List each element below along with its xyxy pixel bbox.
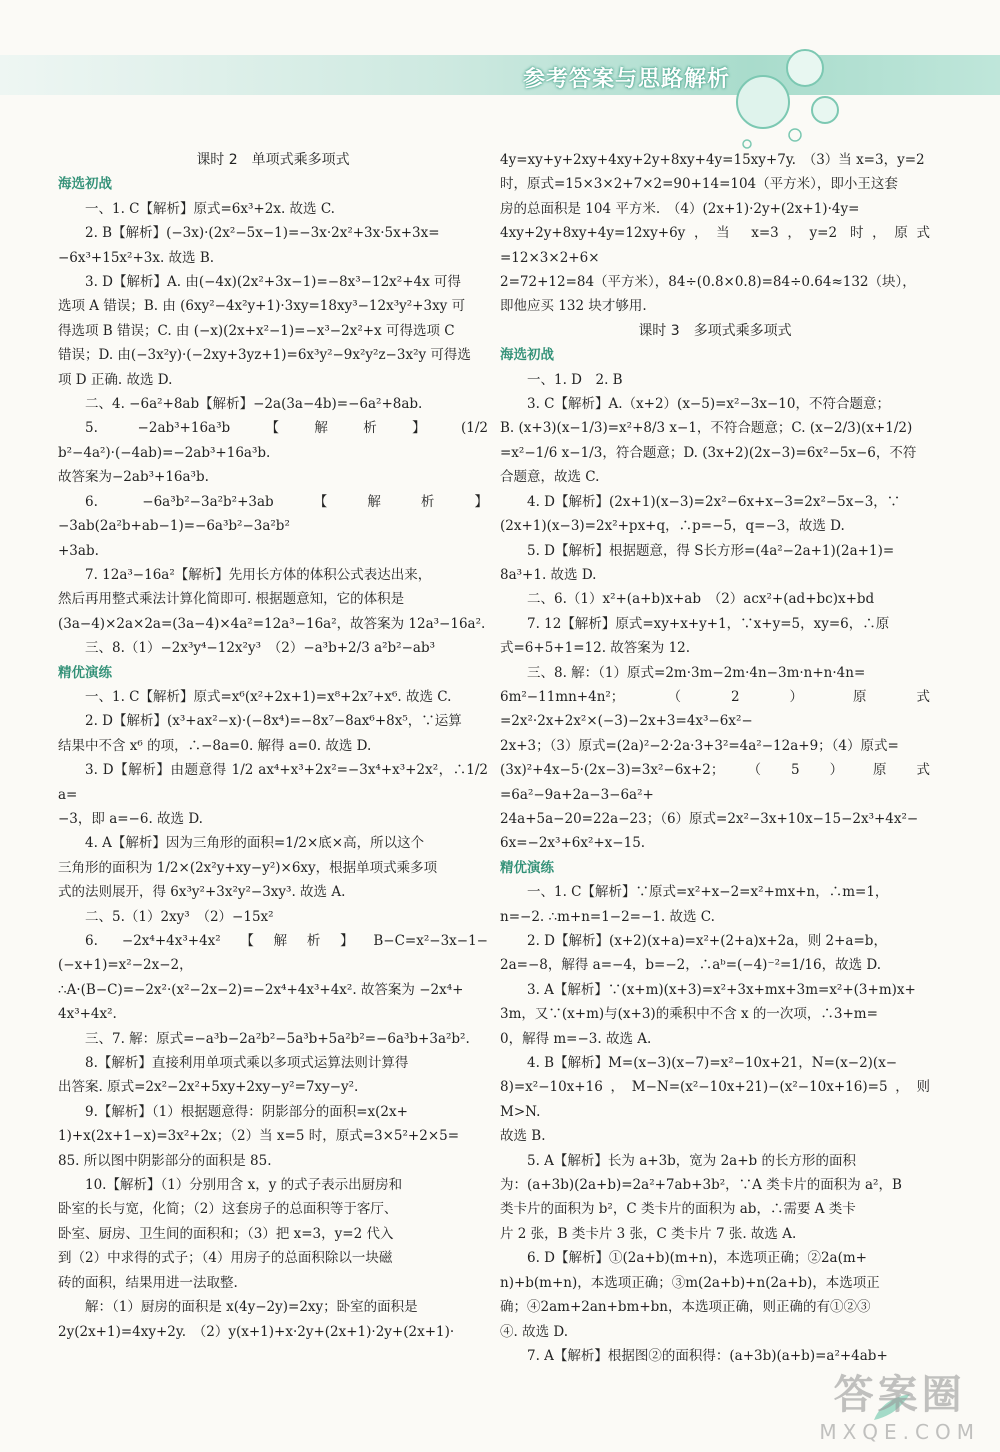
answer-line: 8)=x²−10x+16，M−N=(x²−10x+21)−(x²−10x+16)=5，则M>N.: [500, 1079, 930, 1120]
answer-line: 故选 B.: [500, 1128, 546, 1145]
section-tag: 精优演练: [500, 859, 554, 876]
answer-line: 6. −2x⁴+4x³+4x²【解析】B−C=x²−3x−1−(−x+1)=x²−2x−2，: [58, 933, 488, 974]
answer-line: 三、7. 解：原式=−a³b−2a²b²−5a³b+5a²b²=−6a³b+3a²b².: [85, 1030, 470, 1047]
answer-line: 出答案. 原式=2x²−2x²+5xy+2xy−y²=7xy−y².: [58, 1079, 359, 1096]
answer-line: 9.【解析】（1）根据题意得：阴影部分的面积=x(2x+: [85, 1103, 408, 1120]
watermark-line1: 答案圈: [833, 1372, 966, 1418]
answer-line: 二、6.（1）x²+(a+b)x+ab （2）acx²+(ad+bc)x+bd: [527, 591, 875, 608]
answer-line: 一、1. C【解析】∵原式=x²+x−2=x²+mx+n，∴m=1，: [527, 884, 889, 901]
answer-line: 卧室、厨房、卫生间的面积和；（3）把 x=3，y=2 代入: [58, 1225, 394, 1242]
answer-line: 一、1. C【解析】原式=6x³+2x. 故选 C.: [85, 200, 335, 217]
answer-line: 7. 12【解析】原式=xy+x+y+1，∵x+y=5，xy=6，∴原: [527, 615, 890, 632]
answer-line: 3. D【解析】由题意得 1/2 ax⁴+x³+2x²=−3x⁴+x³+2x²，∴1/2 a=: [58, 762, 488, 803]
answer-line: (2x+1)(x−3)=2x²+px+q，∴p=−5，q=−3，故选 D.: [500, 518, 845, 535]
answer-line: 三、8. 解：（1）原式=2m·3m−2m·4n−3m·n+n·4n=: [527, 664, 866, 681]
answer-line: 为：(a+3b)(2a+b)=2a²+7ab+3b²，∵A 类卡片的面积为 a²，B: [500, 1177, 902, 1194]
answer-line: 解：（1）厨房的面积是 x(4y−2y)=2xy；卧室的面积是: [85, 1299, 418, 1316]
answer-line: 确；④2am+2an+bm+bn，本选项正确，则正确的有①②③: [500, 1299, 871, 1316]
answer-line: n)+b(m+n)，本选项正确；③m(2a+b)+n(2a+b)，本选项正: [500, 1274, 880, 1291]
answer-line: 3. C【解析】A.（x+2）(x−5)=x²−3x−10，不符合题意；: [527, 396, 890, 413]
answer-line: ④. 故选 D.: [500, 1323, 569, 1340]
answer-line: 3. A【解析】∵(x+m)(x+3)=x²+3x+mx+3m=x²+(3+m)x+: [527, 981, 916, 998]
answer-line: ∴A·(B−C)=−2x²·(x²−2x−2)=−2x⁴+4x³+4x². 故答案为 −2x⁴+: [58, 981, 464, 998]
answer-line: 2y(2x+1)=4xy+2y. （2）y(x+1)+x·2y+(2x+1)·2y+(2x+1)·: [58, 1323, 455, 1340]
answer-line: 时，原式=15×3×2+7×2=90+14=104（平方米），即小王这套: [500, 176, 898, 193]
answer-line: 选项 A 错误；B. 由 (6xy²−4x²y+1)·3xy=18xy³−12x³y²+3xy 可: [58, 298, 466, 315]
answer-line: 2. D【解析】(x³+ax²−x)·(−8x⁴)=−8x⁷−8ax⁶+8x⁵，∵运算: [85, 713, 462, 730]
answer-line: 4y=xy+y+2xy+4xy+2y+8xy+4y=15xy+7y. （3）当 x=3，y=2: [500, 152, 925, 168]
answer-line: B. (x+3)(x−1/3)=x²+8/3 x−1，不符合题意；C. (x−2/3)(x+1/2): [500, 420, 913, 437]
answer-line: 8.【解析】直接利用单项式乘以多项式运算法则计算得: [85, 1055, 409, 1072]
answer-line: 合题意，故选 C.: [500, 469, 600, 486]
answer-line: 4. A【解析】因为三角形的面积=1/2×底×高，所以这个: [85, 835, 425, 852]
answer-line: 二、5.（1）2xy³ （2）−15x²: [85, 908, 274, 925]
answer-line: n=−2. ∴m+n=1−2=−1. 故选 C.: [500, 908, 715, 925]
left-column: [58, 148, 488, 1344]
answer-line: 1)+x(2x+1−x)=3x²+2x；（2）当 x=5 时，原式=3×5²+2×5=: [58, 1128, 460, 1145]
watermark: [819, 1363, 980, 1444]
section-tag: 海选初战: [58, 176, 112, 193]
answer-line: 故答案为−2ab³+16a³b.: [58, 469, 209, 486]
answer-line: +3ab.: [58, 542, 99, 559]
answer-line: 砖的面积，结果用进一法取整.: [58, 1274, 238, 1291]
bubble-decoration-icon: [735, 40, 845, 160]
answer-line: 8a³+1. 故选 D.: [500, 566, 597, 583]
answer-line: 85. 所以图中阴影部分的面积是 85.: [58, 1152, 272, 1169]
answer-line: 片 2 张，B 类卡片 3 张，C 类卡片 7 张. 故选 A.: [500, 1225, 797, 1242]
answer-line: 2. D【解析】(x+2)(x+a)=x²+(2+a)x+2a，则 2+a=b，: [527, 933, 887, 949]
answer-line: −6x³+15x²+3x. 故选 B.: [58, 249, 215, 266]
answer-line: 类卡片的面积为 b²，C 类卡片的面积为 ab，∴需要 A 类卡: [500, 1201, 856, 1218]
answer-line: 项 D 正确. 故选 D.: [58, 371, 173, 388]
answer-line: 4xy+2y+8xy+4y=12xy+6y，当 x=3，y=2 时，原式=12×3×2+6×: [500, 225, 930, 266]
answer-line: 然后再用整式乘法计算化简即可. 根据题意知，它的体积是: [58, 591, 405, 608]
answer-line: 6. −6a³b²−3a²b²+3ab【解析】−3ab(2a²b+ab−1)=−6a³b²−3a²b²: [58, 493, 488, 535]
answer-line: 卧室的长与宽，化简；（2）这套房子的总面积等于客厅、: [58, 1201, 398, 1218]
answer-line: =x²−1/6 x−1/3，符合题意；D. (3x+2)(2x−3)=6x²−5x−6，不符: [500, 444, 917, 461]
watermark-line2: MXQE.COM: [819, 1420, 980, 1444]
answer-line: 2=72+12=84（平方米），84÷(0.8×0.8)=84÷0.64≈132（块），: [500, 274, 916, 291]
section-heading: 课时 2 单项式乘多项式: [196, 152, 350, 168]
answer-line: 24a+5a−20=22a−23；（6）原式=2x²−3x+10x−15−2x³+4x²−: [500, 810, 919, 827]
header-band: [0, 55, 1000, 95]
answer-line: 结果中不含 x⁶ 的项，∴−8a=0. 解得 a=0. 故选 D.: [58, 737, 372, 754]
answer-line: 到（2）中求得的式子；（4）用房子的总面积除以一块磁: [58, 1250, 393, 1267]
answer-line: 5. A【解析】长为 a+3b，宽为 2a+b 的长方形的面积: [527, 1152, 856, 1169]
answer-line: 三角形的面积为 1/2×(2x²y+xy−y²)×6xy，根据单项式乘多项: [58, 859, 438, 876]
answer-line: 即他应买 132 块才够用.: [500, 298, 647, 315]
answer-line: 房的总面积是 104 平方米. （4）(2x+1)·2y+(2x+1)·4y=: [500, 200, 860, 217]
answer-line: 2. B【解析】(−3x)·(2x²−5x−1)=−3x·2x²+3x·5x+3x=: [85, 225, 440, 242]
answer-line: 4. B【解析】M=(x−3)(x−7)=x²−10x+21，N=(x−2)(x−: [527, 1055, 898, 1072]
answer-line: (3a−4)×2a×2a=(3a−4)×4a²=12a³−16a²，故答案为 12a³−16a².: [58, 615, 486, 632]
answer-line: −3，即 a=−6. 故选 D.: [58, 810, 203, 827]
answer-line: 3. D【解析】A. 由(−4x)(2x²+3x−1)=−8x³−12x²+4x 可得: [85, 274, 461, 291]
answer-line: 5. D【解析】根据题意，得 S长方形=(4a²−2a+1)(2a+1)=: [527, 542, 895, 559]
answer-line: 三、8.（1）−2x³y⁴−12x²y³ （2）−a³b+2/3 a²b²−ab³: [85, 640, 435, 657]
answer-line: 式的法则展开，得 6x³y²+3x²y²−3xy³. 故选 A.: [58, 884, 346, 901]
answer-line: 2x+3；（3）原式=(2a)²−2·2a·3+3²=4a²−12a+9；（4）原式=: [500, 737, 899, 754]
answer-line: 7. 12a³−16a²【解析】先用长方体的体积公式表达出来，: [85, 566, 432, 583]
answer-line: 2a=−8，解得 a=−4，b=−2，∴aᵇ=(−4)⁻²=1/16，故选 D.: [500, 957, 882, 974]
answer-line: 6. D【解析】①(2a+b)(m+n)，本选项正确；②2a(m+: [527, 1250, 867, 1267]
answer-line: 得选项 B 错误；C. 由 (−x)(2x+x²−1)=−x³−2x²+x 可得选项 C: [58, 322, 455, 339]
answer-line: 6x=−2x³+6x²+x−15.: [500, 835, 646, 852]
answer-line: 10.【解析】（1）分别用含 x，y 的式子表示出厨房和: [85, 1177, 403, 1194]
answer-line: 6m²−11mn+4n²；（2）原式=2x²·2x+2x²×(−3)−2x+3=4x³−6x²−: [500, 688, 930, 730]
answer-line: 0，解得 m=−3. 故选 A.: [500, 1030, 652, 1047]
section-tag: 精优演练: [58, 664, 112, 681]
answer-line: 二、4. −6a²+8ab【解析】−2a(3a−4b)=−6a²+8ab.: [85, 396, 423, 413]
answer-line: 3m，又∵(x+m)与(x+3)的乘积中不含 x 的一次项，∴3+m=: [500, 1006, 878, 1023]
answer-line: 5. −2ab³+16a³b【解析】(1/2 b²−4a²)·(−4ab)=−2ab³+16a³b.: [58, 420, 488, 461]
section-tag: 海选初战: [500, 347, 554, 364]
answer-line: (3x)²+4x−5·(2x−3)=3x²−6x+2；（5）原式=6a²−9a+2a−3−6a²+: [500, 762, 930, 803]
answer-line: 7. A【解析】根据图②的面积得：(a+3b)(a+b)=a²+4ab+: [527, 1347, 888, 1364]
answer-line: 式=6+5+1=12. 故答案为 12.: [500, 640, 691, 657]
right-column: [500, 148, 930, 1368]
answer-line: 错误；D. 由(−3x²y)·(−2xy+3yz+1)=6x³y²−9x²y²z−3x²y 可得选: [58, 347, 471, 364]
answer-line: 4. D【解析】(2x+1)(x−3)=2x²−6x+x−3=2x²−5x−3，∵: [527, 493, 901, 510]
section-heading: 课时 3 多项式乘多项式: [638, 322, 792, 339]
answer-line: 一、1. C【解析】原式=x⁶(x²+2x+1)=x⁸+2x⁷+x⁶. 故选 C.: [85, 688, 452, 705]
answer-line: 4x³+4x².: [58, 1006, 117, 1023]
answer-line: 一、1. D 2. B: [527, 371, 623, 388]
page-header-title: 参考答案与思路解析: [522, 67, 730, 92]
